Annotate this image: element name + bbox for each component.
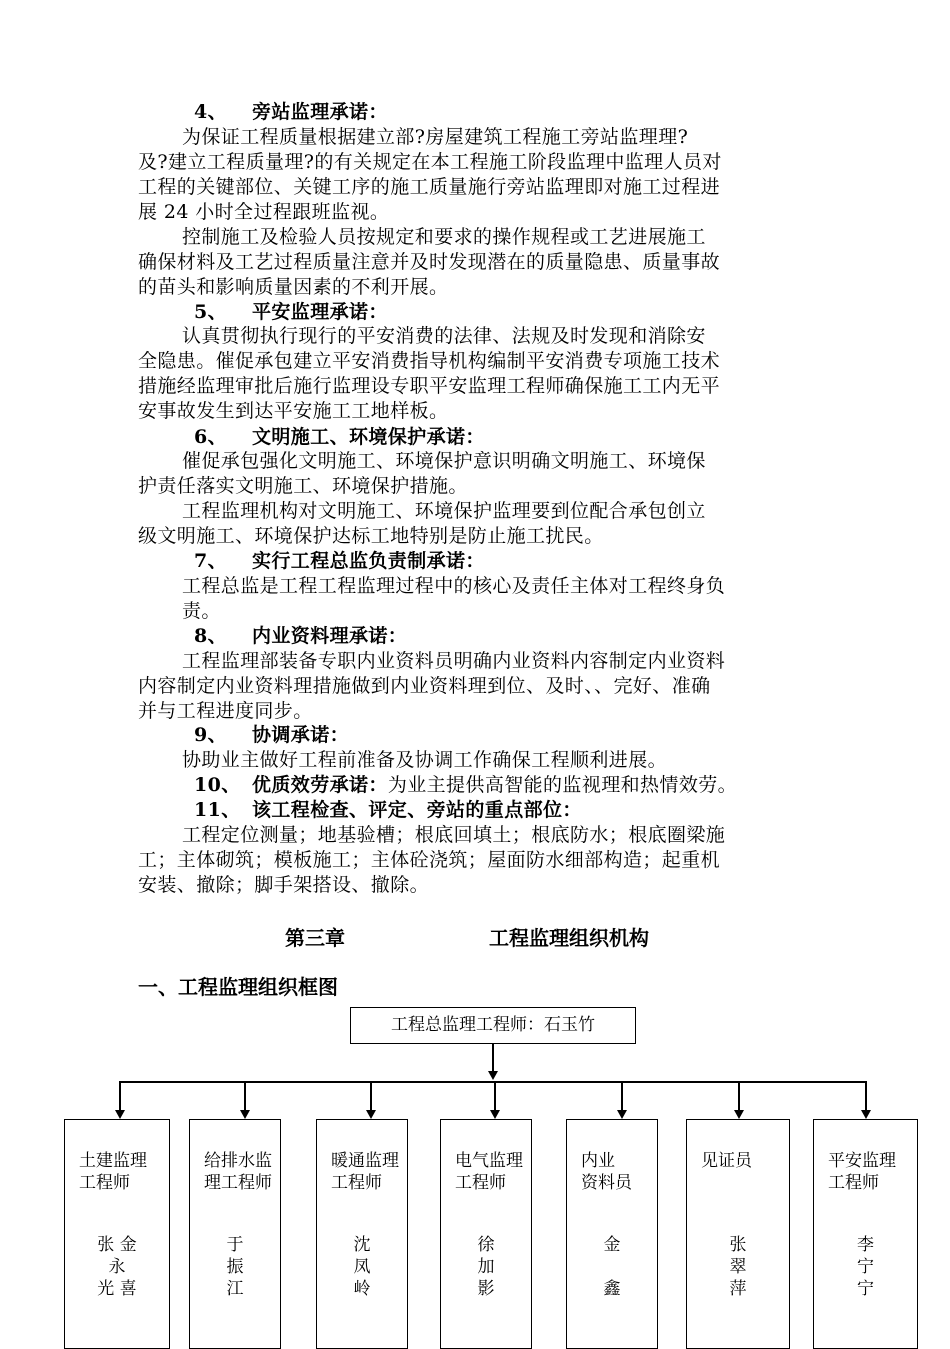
paragraph-line: 工程定位测量；地基验槽；根底回填土；根底防水；根底圈梁施 xyxy=(182,824,726,846)
org-role-names: 张 翠 萍 xyxy=(729,1235,747,1299)
paragraph-line: 协助业主做好工程前准备及协调工作确保工程顺利进展。 xyxy=(182,749,668,771)
paragraph-line: 工；主体砌筑；模板施工；主体砼浇筑；屋面防水细部构造；起重机 xyxy=(138,849,721,871)
org-role-box xyxy=(316,1119,408,1349)
org-role-title: 电气监理 工程师 xyxy=(455,1151,523,1193)
paragraph-line: 及?建立工程质量理?的有关规定在本工程施工阶段监理中监理人员对 xyxy=(138,151,722,173)
arrow-icon xyxy=(115,1110,125,1119)
org-role-title: 平安监理 工程师 xyxy=(828,1151,896,1193)
section-10-heading: 10、 优质效劳承诺：为业主提供高智能的监视理和热情效劳。 xyxy=(194,774,738,796)
chapter-number: 第三章 xyxy=(285,926,345,950)
org-role-box xyxy=(189,1119,281,1349)
org-role-box xyxy=(64,1119,170,1349)
arrow-icon xyxy=(488,1071,498,1080)
paragraph-line: 的苗头和影响质量因素的不利开展。 xyxy=(138,276,449,298)
paragraph-line: 工程监理部装备专职内业资料员明确内业资料内容制定内业资料 xyxy=(182,650,726,672)
connector-line xyxy=(492,1044,494,1072)
org-role-title: 见证员 xyxy=(701,1151,752,1171)
arrow-icon xyxy=(734,1110,744,1119)
connector-line xyxy=(119,1081,121,1110)
paragraph-line: 工程的关键部位、关键工序的施工质量施行旁站监理即对施工过程进 xyxy=(138,176,721,198)
org-role-title: 暖通监理 工程师 xyxy=(331,1151,399,1193)
org-role-names: 沈 凤 岭 xyxy=(353,1235,371,1299)
connector-line xyxy=(738,1081,740,1110)
org-role-box xyxy=(440,1119,532,1349)
connector-line xyxy=(621,1081,623,1110)
section-11-heading: 11、 该工程检查、评定、旁站的重点部位： xyxy=(194,799,582,821)
org-role-names: 于 振 江 xyxy=(226,1235,244,1299)
paragraph-line: 确保材料及工艺过程质量注意并及时发现潜在的质量隐患、质量事故 xyxy=(138,251,721,273)
paragraph-line: 为保证工程质量根据建立部?房屋建筑工程施工旁站监理理? xyxy=(182,126,689,148)
connector-line xyxy=(370,1081,372,1110)
org-role-names: 张 金 永 光 喜 xyxy=(97,1235,137,1299)
chapter-title: 工程监理组织机构 xyxy=(489,926,649,950)
paragraph-line: 内容制定内业资料理措施做到内业资料理到位、及时、、完好、准确 xyxy=(138,675,711,697)
org-role-title: 土建监理 工程师 xyxy=(79,1151,147,1193)
paragraph-line: 工程总监是工程工程监理过程中的核心及责任主体对工程终身负 xyxy=(182,575,726,597)
arrow-icon xyxy=(366,1110,376,1119)
org-role-names: 李 宁 宁 xyxy=(857,1235,874,1299)
section-5-heading: 5、 平安监理承诺： xyxy=(194,301,388,323)
section-8-heading: 8、 内业资料理承诺： xyxy=(194,625,408,647)
org-role-box xyxy=(813,1119,918,1349)
arrow-icon xyxy=(490,1110,500,1119)
org-role-names: 金 鑫 xyxy=(603,1235,621,1299)
section-6-heading: 6、 文明施工、环境保护承诺： xyxy=(194,426,485,448)
paragraph-line: 措施经监理审批后施行监理设专职平安监理工程师确保施工工内无平 xyxy=(138,375,721,397)
paragraph-line: 安事故发生到达平安施工工地样板。 xyxy=(138,400,449,422)
paragraph-line: 安装、撤除；脚手架搭设、撤除。 xyxy=(138,874,430,896)
paragraph-line: 护责任落实文明施工、环境保护措施。 xyxy=(138,475,468,497)
org-role-title: 内业 资料员 xyxy=(581,1151,632,1193)
paragraph-line: 展 24 小时全过程跟班监视。 xyxy=(138,201,390,223)
section-4-heading: 4、 旁站监理承诺： xyxy=(194,101,388,123)
paragraph-line: 控制施工及检验人员按规定和要求的操作规程或工艺进展施工 xyxy=(182,226,706,248)
arrow-icon xyxy=(240,1110,250,1119)
paragraph-line: 责。 xyxy=(182,600,221,622)
org-role-box xyxy=(686,1119,790,1349)
paragraph-line: 认真贯彻执行现行的平安消费的法律、法规及时发现和消除安 xyxy=(182,325,706,347)
paragraph-line: 并与工程进度同步。 xyxy=(138,700,313,722)
connector-line xyxy=(494,1081,496,1110)
connector-line xyxy=(119,1081,865,1083)
connector-line xyxy=(244,1081,246,1110)
paragraph-line: 级文明施工、环境保护达标工地特别是防止施工扰民。 xyxy=(138,525,604,547)
paragraph-line: 催促承包强化文明施工、环境保护意识明确文明施工、环境保 xyxy=(182,450,706,472)
org-role-names: 徐 加 影 xyxy=(477,1235,495,1299)
arrow-icon xyxy=(861,1110,871,1119)
paragraph-line: 全隐患。催促承包建立平安消费指导机构编制平安消费专项施工技术 xyxy=(138,350,721,372)
arrow-icon xyxy=(617,1110,627,1119)
org-section-title: 一、工程监理组织框图 xyxy=(138,975,338,999)
connector-line xyxy=(865,1081,867,1110)
section-9-heading: 9、 协调承诺： xyxy=(194,724,350,746)
paragraph-line: 工程监理机构对文明施工、环境保护监理要到位配合承包创立 xyxy=(182,500,706,522)
section-7-heading: 7、 实行工程总监负责制承诺： xyxy=(194,550,485,572)
chief-engineer-box: 工程总监理工程师：石玉竹 xyxy=(350,1007,636,1044)
org-role-box xyxy=(566,1119,658,1349)
org-role-title: 给排水监 理工程师 xyxy=(204,1151,272,1193)
